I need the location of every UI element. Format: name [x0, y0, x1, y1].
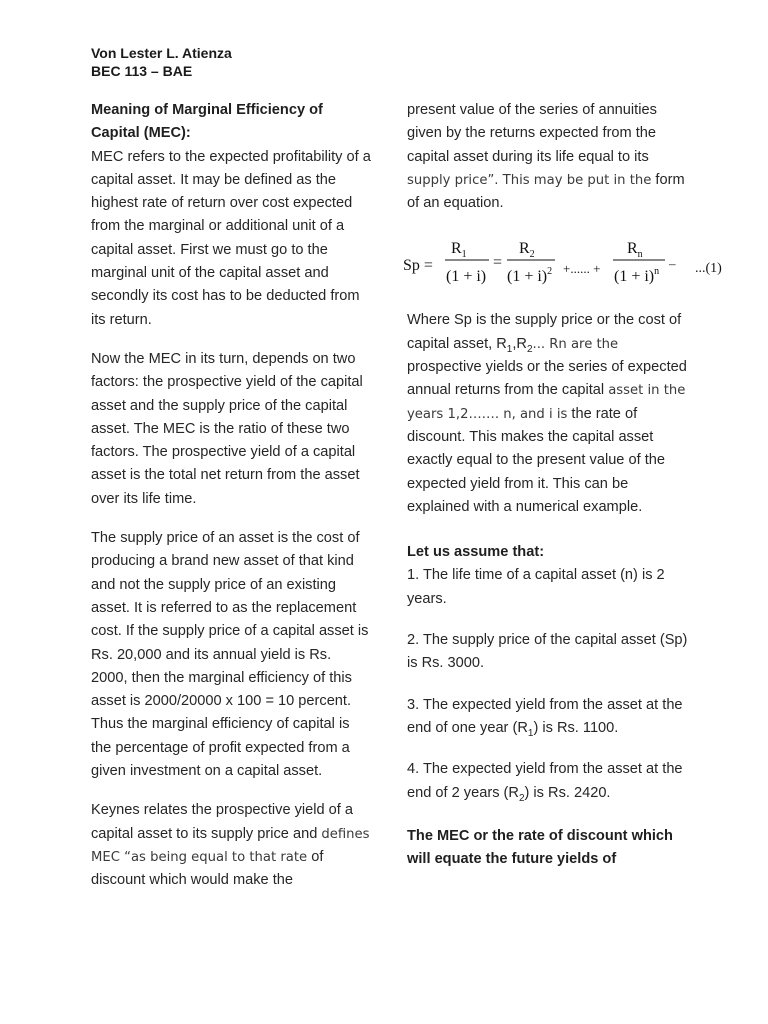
- where-sub-1: 1: [506, 343, 513, 355]
- mec-equation: [403, 225, 722, 301]
- equation-r2: $R_2$: [519, 240, 535, 261]
- section-heading: Meaning of Marginal Efficiency of Capital (MEC):: [91, 102, 323, 142]
- where-text-e: asset in the years 1,2……. n, and i is: [407, 383, 686, 422]
- left-column: [91, 99, 371, 909]
- paragraph-present-value: [407, 99, 692, 215]
- document-header: [91, 44, 232, 80]
- list-item-3: 3. The expected yield from the asset at the end of one year $(R_1)$ is Rs. 1100.: [407, 696, 683, 739]
- right-column: [403, 99, 722, 871]
- pv-text-a: present value of the series of annuities given by the returns expected from the capital asset during its life equal to its: [407, 102, 657, 165]
- paragraph-keynes: [91, 799, 371, 892]
- keynes-text-b: defines MEC “as being equal to that rate: [91, 826, 370, 865]
- equation-rn: $R_n$: [627, 240, 643, 261]
- equation-dash: –: [669, 256, 676, 272]
- equation-number: ...(1): [695, 261, 722, 277]
- paragraph-supply-price: The supply price of an asset is the cost of producing a brand new asset of that kind and not the supply price of an existing asset. It is referred to as the replacement cost. If the supply price of a capital asset is Rs. 20,000 and its annual yield is Rs. 2000, then the marginal efficiency of this asset is 2000/20000 x 100 = 10 percent. Thus the marginal efficiency of capital is the percentage of profit expected from a given investment on a capital asset.: [91, 530, 369, 780]
- paragraph-mec-factors: Now the MEC in its turn, depends on two factors: the prospective yield of the capital asset and the supply price of the capital asset. The MEC is the ratio of these two factors. The prospective yield of a capital asset is the total net return from the asset over its life time.: [91, 350, 363, 507]
- list-item-1: 1. The life time of a capital asset (n) is 2 years.: [407, 567, 665, 607]
- equation-lhs: Sp =: [403, 257, 433, 275]
- where-text-c: ... Rn are the: [532, 336, 619, 352]
- where-text-d: prospective yields or the series of expected annual returns from the capital: [407, 359, 687, 399]
- mec-rate-heading: The MEC or the rate of discount which will equate the future yields of: [407, 827, 673, 868]
- equation-denominator-2: $(1 + i)^2$: [507, 266, 553, 286]
- equation-equals: =: [493, 254, 503, 272]
- author-name: Von Lester L. Atienza: [91, 45, 232, 61]
- list-item-4: 4. The expected yield from the asset at the end of 2 years $(R_2)$ is Rs. 2420.: [407, 761, 683, 804]
- where-sub-2: 2: [526, 343, 533, 355]
- where-text-a: Where Sp is the supply price or the cost of capital asset, R: [407, 312, 682, 352]
- equation-denominator-n: $(1 + i)^n$: [614, 266, 660, 286]
- pv-text-c: form of an equation.: [407, 171, 685, 212]
- paragraph-mec-definition: MEC refers to the expected profitability of a capital asset. It may be defined as the highest rate of return over cost expected from the marginal or additional unit of a capital asset. First we must go to the marginal unit of the capital asset and secondly its cost has to be deducted from its return.: [91, 148, 371, 328]
- equation-graphic: [403, 225, 733, 301]
- where-text-b: ,R: [512, 335, 527, 352]
- equation-denominator-1: (1 + i): [446, 268, 487, 286]
- course-code: BEC 113 – BAE: [91, 63, 193, 79]
- equation-dots: +...... +: [563, 261, 601, 277]
- keynes-text-c: of discount which would make the: [91, 848, 324, 889]
- paragraph-where-sp: [407, 309, 692, 519]
- equation-r1: $R_1$: [451, 240, 467, 261]
- keynes-text-a: Keynes relates the prospective yield of a capital asset to its supply price and: [91, 802, 354, 842]
- list-item-2: 2. The supply price of the capital asset (Sp) is Rs. 3000.: [407, 632, 688, 672]
- pv-text-b: supply price”. This may be put in the: [407, 172, 652, 188]
- where-text-f: the rate of discount. This makes the capital asset exactly equal to the present value of the expected yield from it. This can be explained with a numerical example.: [407, 405, 665, 515]
- assume-heading: Let us assume that:: [407, 544, 545, 561]
